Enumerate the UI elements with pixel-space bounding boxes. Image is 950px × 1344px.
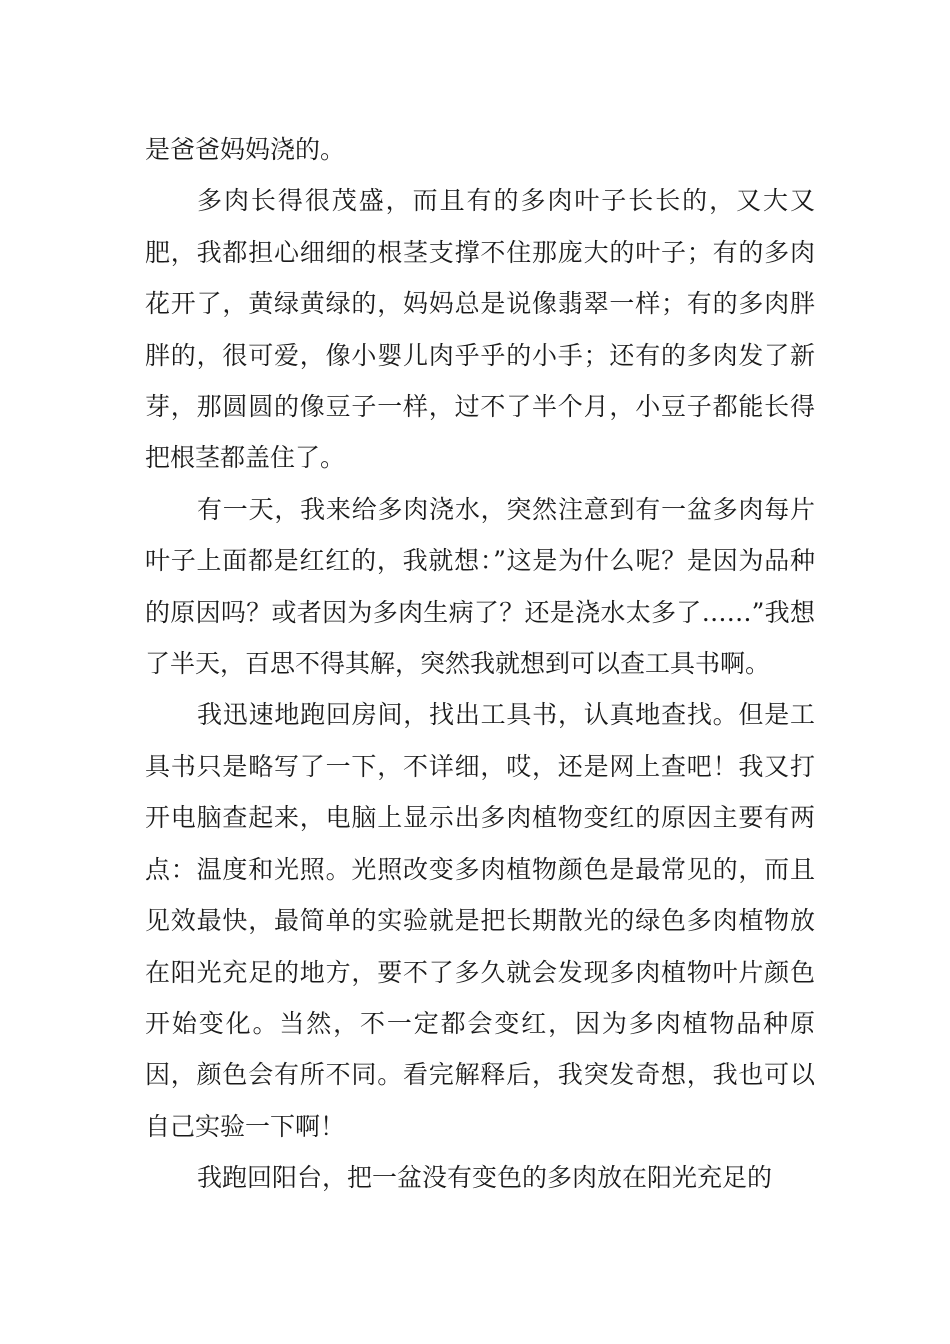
paragraph-4: 我迅速地跑回房间，找出工具书，认真地查找。但是工具书只是略写了一下，不详细，哎，还是网上查吧！我又打开电脑查起来，电脑上显示出多肉植物变红的原因主要有两点：温度和光照。光照改变多肉植物颜色是最常见的，而且见效最快，最简单的实验就是把长期散光的绿色多肉植物放在阳光充足的地方，要不了多久就会发现多肉植物叶片颜色开始变化。当然，不一定都会变红，因为多肉植物品种原因，颜色会有所不同。看完解释后，我突发奇想，我也可以自己实验一下啊！ — [145, 700, 815, 1141]
paragraph-1: 是爸爸妈妈浇的。 — [145, 135, 346, 164]
paragraph-2: 多肉长得很茂盛，而且有的多肉叶子长长的，又大又肥，我都担心细细的根茎支撑不住那庞大的叶子；有的多肉花开了，黄绿黄绿的，妈妈总是说像翡翠一样；有的多肉胖胖的，很可爱，像小婴儿肉乎乎的小手；还有的多肉发了新芽，那圆圆的像豆子一样，过不了半个月，小豆子都能长得把根茎都盖住了。 — [145, 186, 815, 473]
paragraph-3: 有一天，我来给多肉浇水，突然注意到有一盆多肉每片叶子上面都是红红的，我就想：”这是为什么呢？是因为品种的原因吗？或者因为多肉生病了？还是浇水太多了……”我想了半天，百思不得其解，突然我就想到可以查工具书啊。 — [145, 494, 815, 679]
document-body — [145, 124, 815, 1204]
paragraph-5: 我跑回阳台，把一盆没有变色的多肉放在阳光充足的 — [197, 1163, 773, 1193]
